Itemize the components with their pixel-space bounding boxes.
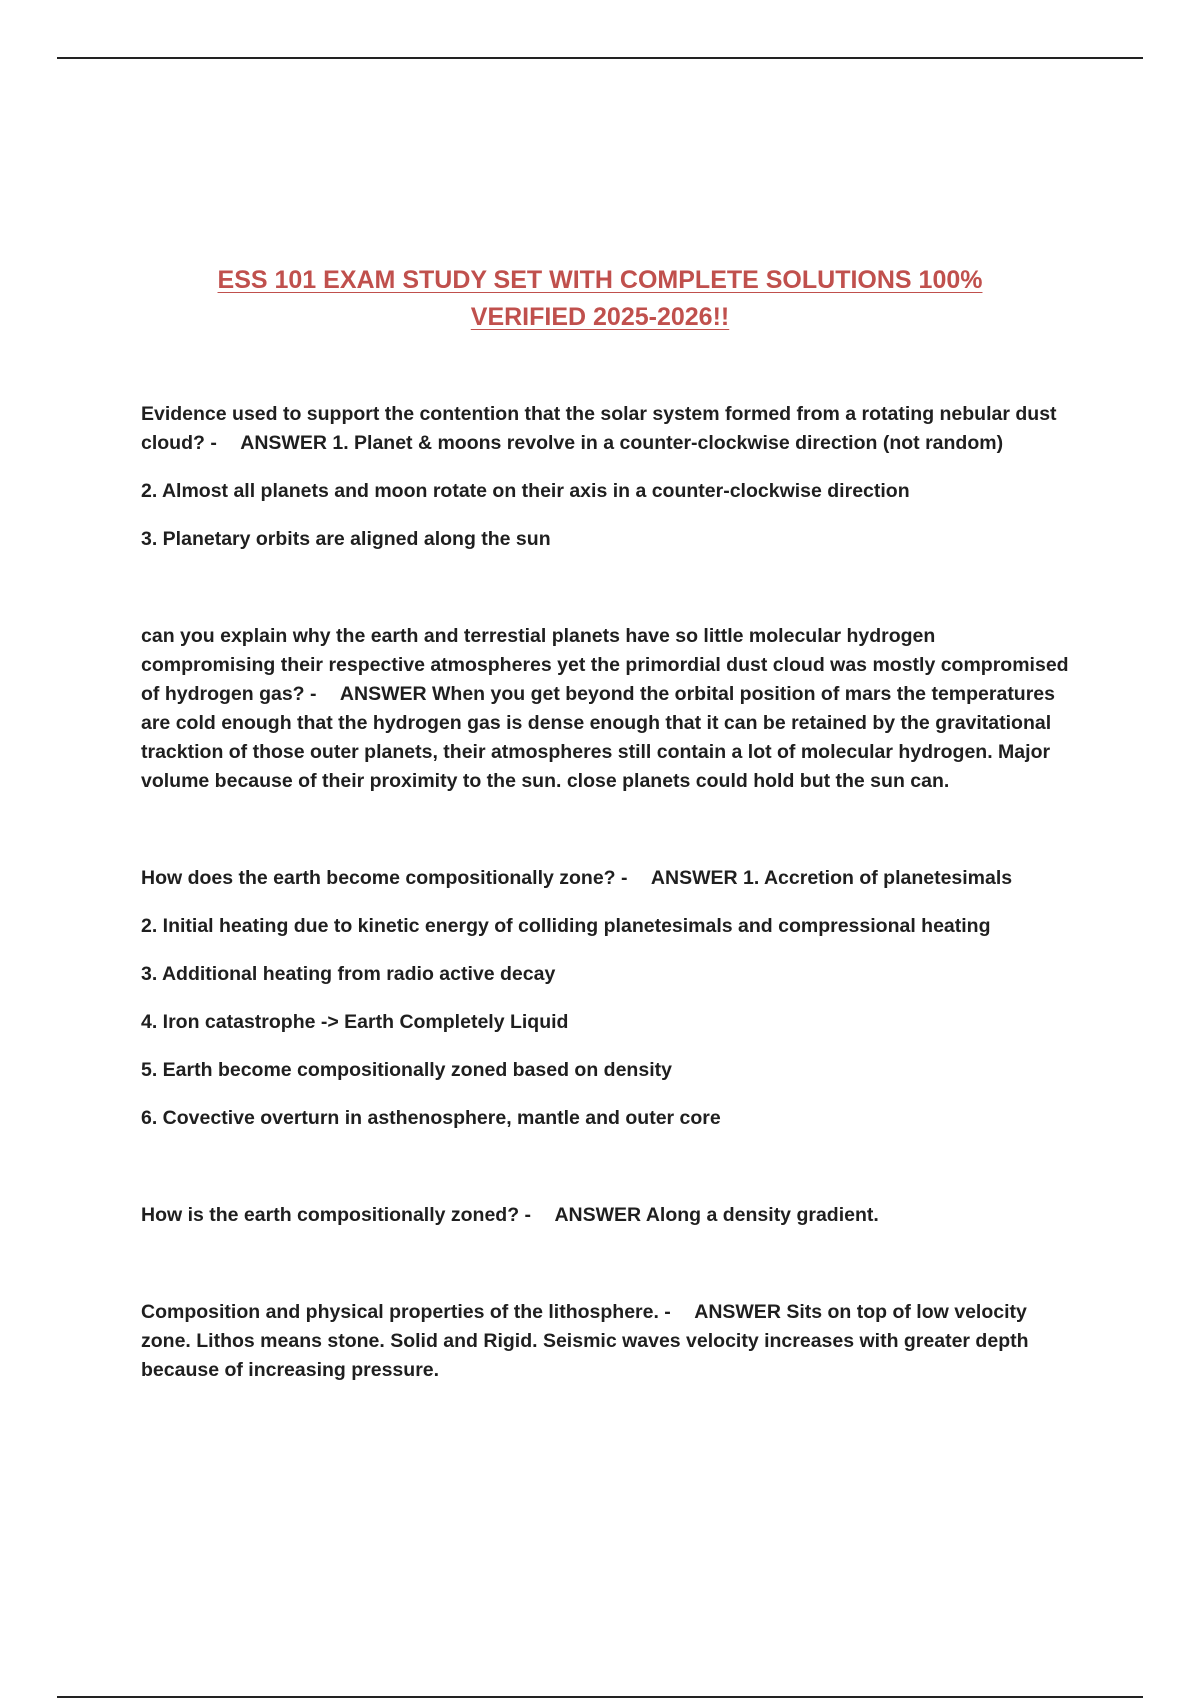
answer-label-5: ANSWER	[694, 1301, 781, 1323]
answer-1-line-3: 3. Planetary orbits are aligned along the sun	[141, 528, 551, 550]
qa-item-2	[141, 622, 1071, 796]
question-5: Composition and physical properties of the lithosphere. -	[141, 1301, 671, 1323]
document-title	[150, 262, 1050, 336]
document-body	[141, 400, 1071, 1404]
qa-5-main	[141, 1298, 1071, 1385]
answer-3-line-6: 6. Covective overturn in asthenosphere, mantle and outer core	[141, 1107, 721, 1129]
answer-label-1: ANSWER	[240, 432, 327, 454]
question-4: How is the earth compositionally zoned? -	[141, 1204, 532, 1226]
answer-3-line-4: 4. Iron catastrophe -> Earth Completely Liquid	[141, 1011, 569, 1033]
answer-3: 1. Accretion of planetesimals	[743, 867, 1013, 889]
answer-1: 1. Planet & moons revolve in a counter-clockwise direction (not random)	[332, 432, 1004, 454]
qa-item-1	[141, 400, 1071, 554]
bottom-rule	[57, 1696, 1143, 1698]
title-line-1: ESS 101 EXAM STUDY SET WITH COMPLETE SOLUTIONS 100%	[217, 266, 983, 294]
question-2: can you explain why the earth and terrestial planets have so little molecular hydrogen compromising their respective atmospheres yet the primordial dust cloud was mostly compromised of hydrogen gas? -	[141, 625, 1069, 705]
answer-1-line-2: 2. Almost all planets and moon rotate on their axis in a counter-clockwise direction	[141, 480, 910, 502]
question-1: Evidence used to support the contention that the solar system formed from a rotating nebular dust cloud? -	[141, 403, 1057, 454]
qa-1-main	[141, 400, 1071, 458]
answer-label-2: ANSWER	[339, 683, 427, 705]
answer-3-line-5: 5. Earth become compositionally zoned based on density	[141, 1059, 672, 1081]
answer-4: Along a density gradient.	[645, 1204, 879, 1226]
top-rule	[57, 57, 1143, 59]
qa-2-main	[141, 622, 1071, 796]
answer-label-4: ANSWER	[554, 1204, 642, 1226]
answer-3-line-2: 2. Initial heating due to kinetic energy of colliding planetesimals and compressional heating	[141, 915, 991, 937]
qa-item-3	[141, 864, 1071, 1133]
answer-3-line-3: 3. Additional heating from radio active decay	[141, 963, 556, 985]
qa-4-main	[141, 1201, 1071, 1230]
answer-label-3: ANSWER	[650, 867, 738, 889]
qa-item-4	[141, 1201, 1071, 1230]
qa-item-5	[141, 1298, 1071, 1385]
answer-2: When you get beyond the orbital position of mars the temperatures are cold enough that the hydrogen gas is dense enough that it can be retained by the gravitational tracktion of those outer planets, their atmospheres still contain a lot of molecular hydrogen. Major volume because of their proximity to the sun. close planets could hold but the sun can.	[141, 683, 1055, 792]
qa-3-main	[141, 864, 1071, 893]
answer-5: Sits on top of low velocity zone. Lithos means stone. Solid and Rigid. Seismic waves velocity increases with greater depth because of increasing pressure.	[141, 1301, 1029, 1381]
question-3: How does the earth become compositionally zone? -	[141, 867, 628, 889]
title-line-2: VERIFIED 2025-2026!!	[470, 303, 730, 331]
